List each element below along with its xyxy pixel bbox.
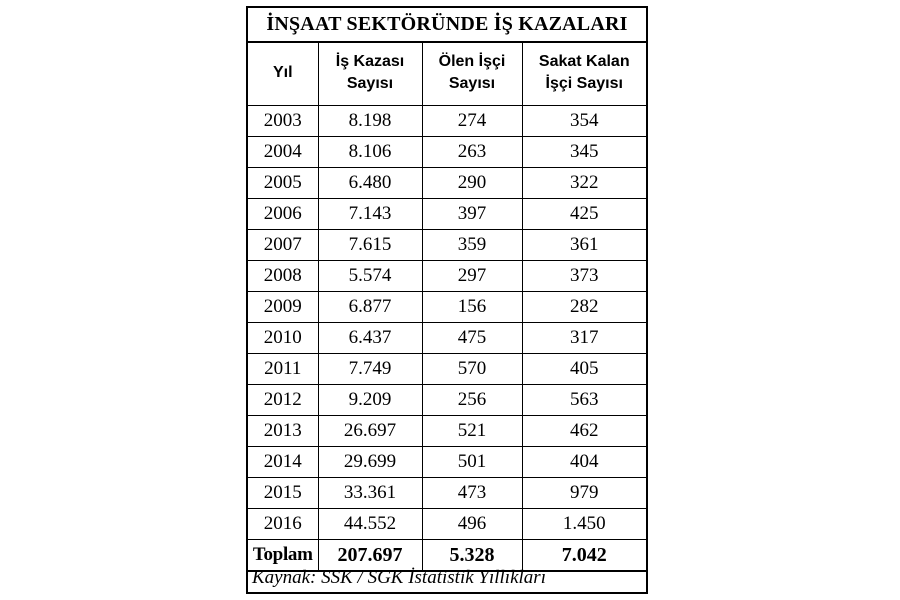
cell-disabled: 405 [522,353,646,384]
table-row [248,415,646,446]
table-row [248,291,646,322]
cell-year: 2012 [248,384,318,415]
cell-year: 2009 [248,291,318,322]
cell-year: 2003 [248,105,318,136]
cell-deaths: 397 [422,198,522,229]
table-row [248,353,646,384]
table-row [248,477,646,508]
cell-disabled: 322 [522,167,646,198]
table-row [248,229,646,260]
cell-accidents: 44.552 [318,508,422,539]
table-row [248,322,646,353]
cell-disabled: 425 [522,198,646,229]
cell-year: 2005 [248,167,318,198]
header-accidents: İş Kazası Sayısı [318,41,422,105]
cell-accidents: 8.198 [318,105,422,136]
cell-year: 2010 [248,322,318,353]
cell-deaths: 475 [422,322,522,353]
cell-disabled: 345 [522,136,646,167]
cell-deaths: 290 [422,167,522,198]
accident-table [248,41,646,572]
cell-accidents: 7.615 [318,229,422,260]
total-accidents: 207.697 [318,539,422,571]
cell-disabled: 979 [522,477,646,508]
cell-year: 2013 [248,415,318,446]
source-note: Kaynak: SSK / SGK İstatistik Yıllıkları [252,567,546,588]
cell-year: 2004 [248,136,318,167]
cell-deaths: 501 [422,446,522,477]
table-row [248,446,646,477]
cell-accidents: 6.437 [318,322,422,353]
cell-deaths: 297 [422,260,522,291]
table-row [248,508,646,539]
cell-deaths: 496 [422,508,522,539]
total-deaths: 5.328 [422,539,522,571]
cell-disabled: 404 [522,446,646,477]
cell-disabled: 373 [522,260,646,291]
cell-disabled: 282 [522,291,646,322]
cell-deaths: 570 [422,353,522,384]
cell-disabled: 317 [522,322,646,353]
cell-year: 2008 [248,260,318,291]
total-label: Toplam [248,539,318,571]
cell-accidents: 7.749 [318,353,422,384]
accident-table-frame [246,6,648,594]
cell-accidents: 29.699 [318,446,422,477]
cell-accidents: 9.209 [318,384,422,415]
header-deaths: Ölen İşçi Sayısı [422,41,522,105]
cell-year: 2015 [248,477,318,508]
table-row [248,198,646,229]
cell-disabled: 563 [522,384,646,415]
cell-deaths: 473 [422,477,522,508]
cell-disabled: 354 [522,105,646,136]
cell-year: 2007 [248,229,318,260]
header-disabled: Sakat Kalan İşçi Sayısı [522,41,646,105]
cell-accidents: 6.877 [318,291,422,322]
table-title: İNŞAAT SEKTÖRÜNDE İŞ KAZALARI [248,8,646,43]
cell-accidents: 33.361 [318,477,422,508]
header-row [248,41,646,105]
cell-deaths: 274 [422,105,522,136]
header-year: Yıl [248,41,318,105]
cell-deaths: 256 [422,384,522,415]
table-row [248,167,646,198]
total-disabled: 7.042 [522,539,646,571]
cell-disabled: 361 [522,229,646,260]
cell-year: 2006 [248,198,318,229]
cell-deaths: 263 [422,136,522,167]
table-row [248,384,646,415]
table-row [248,260,646,291]
cell-disabled: 1.450 [522,508,646,539]
cell-deaths: 156 [422,291,522,322]
cell-accidents: 5.574 [318,260,422,291]
cell-year: 2014 [248,446,318,477]
table-row [248,136,646,167]
cell-accidents: 26.697 [318,415,422,446]
cell-year: 2011 [248,353,318,384]
cell-disabled: 462 [522,415,646,446]
cell-accidents: 6.480 [318,167,422,198]
table-row [248,105,646,136]
cell-deaths: 359 [422,229,522,260]
cell-deaths: 521 [422,415,522,446]
cell-year: 2016 [248,508,318,539]
cell-accidents: 8.106 [318,136,422,167]
cell-accidents: 7.143 [318,198,422,229]
